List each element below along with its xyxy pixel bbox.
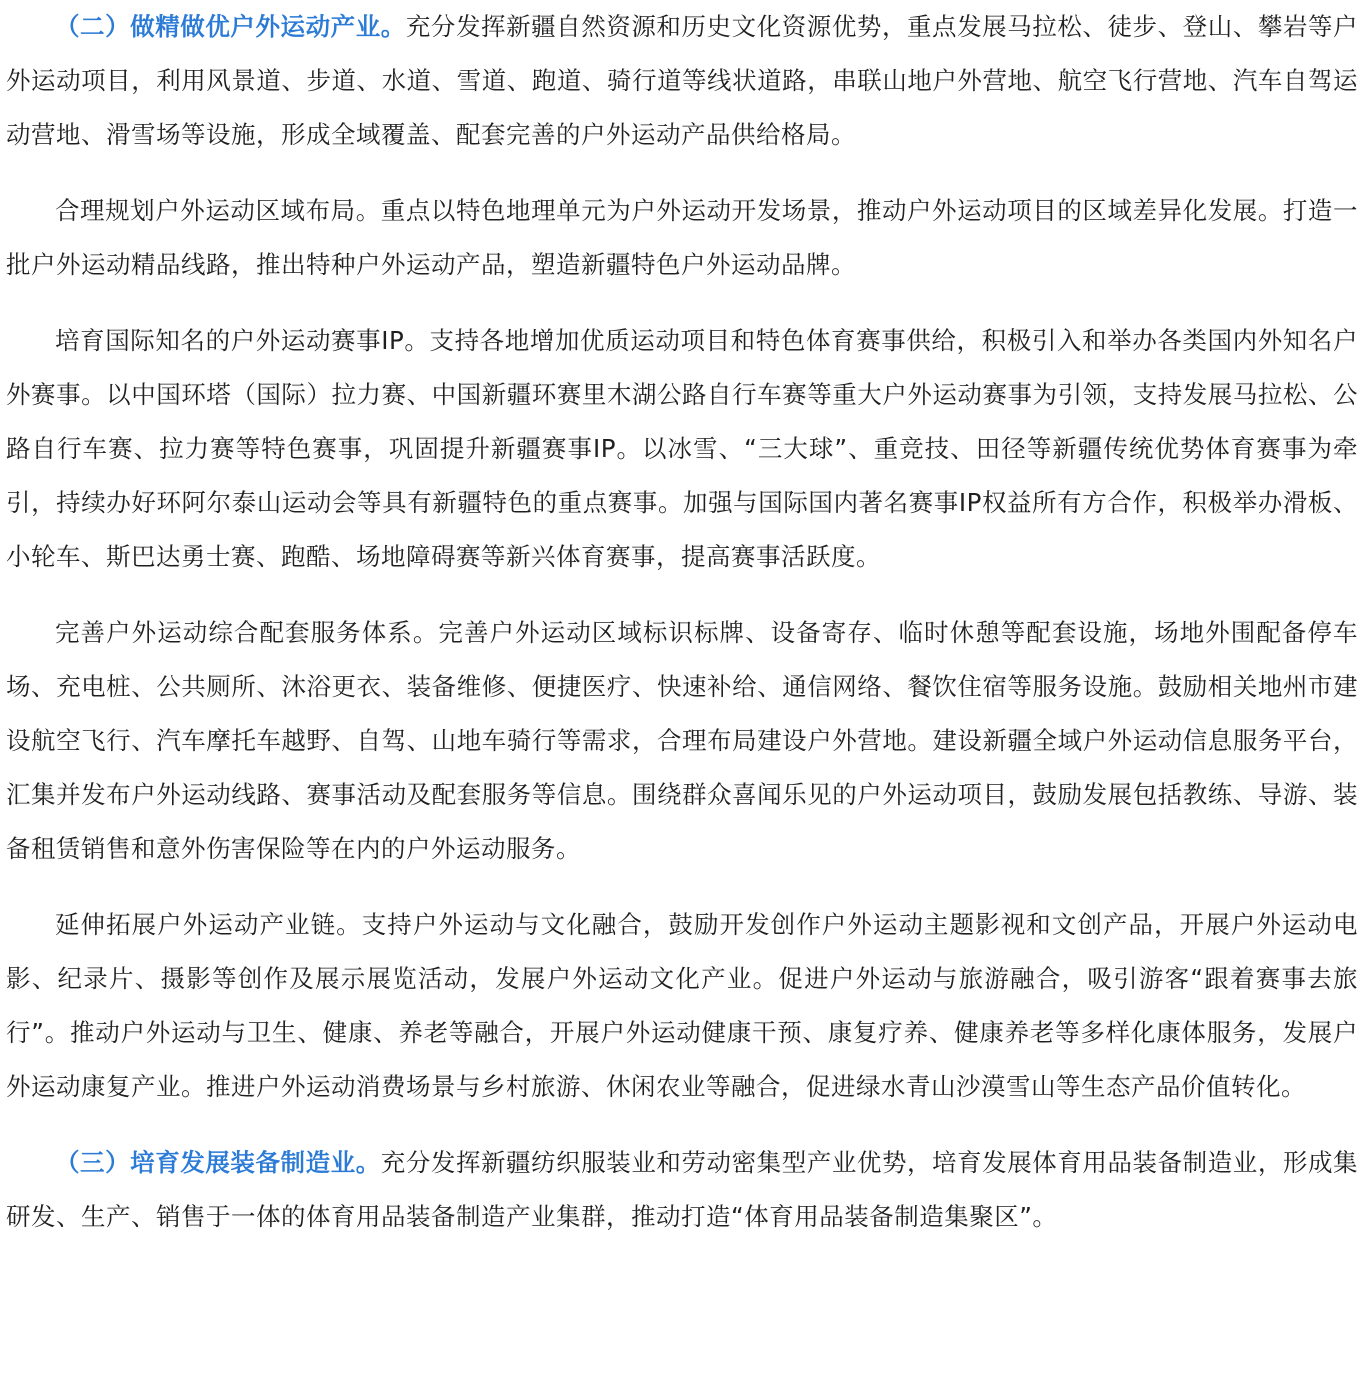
paragraph-text: 充分发挥新疆纺织服装业和劳动密集型产业优势，培育发展体育用品装备制造业，形成集研发、生产、销售于一体的体育用品装备制造产业集群，推动打造“体育用品装备制造集聚区”。 [6,1148,1358,1231]
section-heading-2: （二）做精做优户外运动产业。 [55,12,406,41]
paragraph-text: 培育国际知名的户外运动赛事IP。支持各地增加优质运动项目和特色体育赛事供给，积极引入和举办各类国内外知名户外赛事。以中国环塔（国际）拉力赛、中国新疆环赛里木湖公路自行车赛等重大户外运动赛事为引领，支持发展马拉松、公路自行车赛、拉力赛等特色赛事，巩固提升新疆赛事IP。以冰雪、“三大球”、重竞技、田径等新疆传统优势体育赛事为牵引，持续办好环阿尔泰山运动会等具有新疆特色的重点赛事。加强与国际国内著名赛事IP权益所有方合作，积极举办滑板、小轮车、斯巴达勇士赛、跑酷、场地障碍赛等新兴体育赛事，提高赛事活跃度。 [6,326,1358,571]
paragraph-text: 完善户外运动综合配套服务体系。完善户外运动区域标识标牌、设备寄存、临时休憩等配套设施，场地外围配备停车场、充电桩、公共厕所、沐浴更衣、装备维修、便捷医疗、快速补给、通信网络、餐饮住宿等服务设施。鼓励相关地州市建设航空飞行、汽车摩托车越野、自驾、山地车骑行等需求，合理布局建设户外营地。建设新疆全域户外运动信息服务平台，汇集并发布户外运动线路、赛事活动及配套服务等信息。围绕群众喜闻乐见的户外运动项目，鼓励发展包括教练、导游、装备租赁销售和意外伤害保险等在内的户外运动服务。 [6,618,1358,863]
article-body [6,0,1358,1244]
paragraph-regional-layout [6,184,1358,292]
paragraph-outdoor-industry [6,0,1358,162]
paragraph-text: 延伸拓展户外运动产业链。支持户外运动与文化融合，鼓励开发创作户外运动主题影视和文创产品，开展户外运动电影、纪录片、摄影等创作及展示展览活动，发展户外运动文化产业。促进户外运动与旅游融合，吸引游客“跟着赛事去旅行”。推动户外运动与卫生、健康、养老等融合，开展户外运动健康干预、康复疗养、健康养老等多样化康体服务，发展户外运动康复产业。推进户外运动消费场景与乡村旅游、休闲农业等融合，促进绿水青山沙漠雪山等生态产品价值转化。 [6,910,1358,1101]
section-heading-3: （三）培育发展装备制造业。 [55,1148,381,1177]
paragraph-industry-chain [6,898,1358,1114]
paragraph-service-system [6,606,1358,876]
paragraph-equipment-manufacturing [6,1136,1358,1244]
paragraph-text: 合理规划户外运动区域布局。重点以特色地理单元为户外运动开发场景，推动户外运动项目的区域差异化发展。打造一批户外运动精品线路，推出特种户外运动产品，塑造新疆特色户外运动品牌。 [6,196,1358,279]
paragraph-text: 充分发挥新疆自然资源和历史文化资源优势，重点发展马拉松、徒步、登山、攀岩等户外运动项目，利用风景道、步道、水道、雪道、跑道、骑行道等线状道路，串联山地户外营地、航空飞行营地、汽车自驾运动营地、滑雪场等设施，形成全域覆盖、配套完善的户外运动产品供给格局。 [6,12,1359,149]
paragraph-event-ip [6,314,1358,584]
